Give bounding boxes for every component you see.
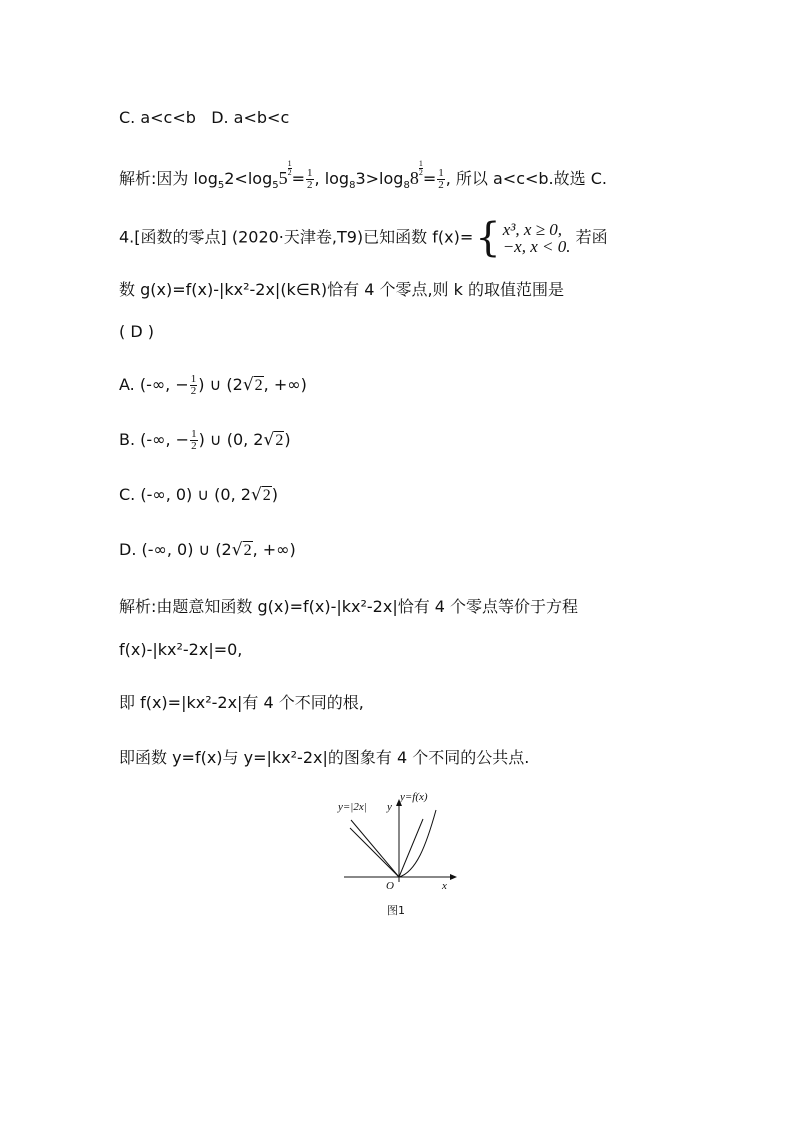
curve-f-left [350,828,399,877]
case-2: −x, x < 0. [502,237,571,256]
choice-b-fraction: $\frac{1}{2}$ [191,428,197,452]
choice-c-label: C. (-∞, 0) ∪ (0, 2 [119,485,251,504]
analysis-previous [119,160,607,197]
choice-b-end: ) [284,430,291,449]
analysis-prefix: 解析:因为 log [119,169,218,188]
question-4-lead: 4.[函数的零点] (2020·天津卷,T9)已知函数 f(x)= [119,227,474,247]
equals-2: = [422,169,437,188]
choice-a-label: A. (-∞, [119,375,176,394]
case-1: x³, x ≥ 0, [502,220,562,239]
choice-a-end: , +∞) [263,375,307,394]
analysis-gt: 3>log [355,169,404,188]
choice-b-sqrt: √2 [263,430,284,450]
exponent-half-2: $\frac{1}{2}$ [418,159,423,177]
half-fraction: $\frac{1}{2}$ [307,167,313,191]
eight-base: 8 [409,168,419,188]
question-4-line-1 [119,215,608,261]
analysis-4-line-2: f(x)-|kx²-2x|=0, [119,640,243,659]
label-x: x [442,880,447,892]
label-curve: y=f(x) [400,791,428,803]
equals: = [291,169,306,188]
choice-d [119,539,296,562]
label-y: y [387,801,392,813]
analysis-mid: , log [314,169,350,188]
choice-a [119,374,307,397]
half-fraction-2: $\frac{1}{2}$ [438,167,444,191]
choice-c-sqrt: √2 [250,485,271,505]
piecewise-brace: { [475,215,501,261]
choice-c-end: ) [271,485,279,504]
log-base-5b: 5 [272,180,279,191]
question-4-line-2: 数 g(x)=f(x)-|kx²-2x|(k∈R)恰有 4 个零点,则 k 的取值范围是 [119,280,564,299]
line-abs-2x-left [351,820,399,877]
choice-b-minus: − [175,430,190,449]
exponent-half: $\frac{1}{2}$ [287,159,292,177]
choice-a-sqrt: √2 [242,375,263,395]
choice-a-fraction: $\frac{1}{2}$ [190,373,197,397]
analysis-4-line-4: 即函数 y=f(x)与 y=|kx²-2x|的图象有 4 个不同的公共点. [119,748,530,767]
log-base-8: 8 [349,180,356,191]
choice-d-end: , +∞) [252,540,296,559]
five-base: 5 [278,168,288,188]
choice-a-minus: − [175,375,189,394]
x-axis-arrow [450,874,457,880]
choice-d-sqrt: √2 [231,540,252,560]
choice-b-mid: ) ∪ (0, 2 [198,430,264,449]
option-c-text: C. a<c<b [119,108,196,127]
analysis-suffix: , 所以 a<c<b.故选 C. [445,169,607,188]
label-origin: O [386,880,394,892]
choice-c [119,484,278,507]
log-base-5: 5 [217,180,225,191]
label-line: y=|2x| [338,801,367,813]
question-4-tail: 若函 [570,227,608,247]
analysis-4-line-1: 解析:由题意知函数 g(x)=f(x)-|kx²-2x|恰有 4 个零点等价于方程 [119,597,579,616]
log-base-8b: 8 [403,180,410,191]
choice-b [119,429,291,452]
choice-b-label: B. (-∞, [119,430,176,449]
analysis-lt: 2<log [224,169,273,188]
figure-caption: 图1 [387,904,405,917]
option-d-text: D. a<b<c [211,108,290,127]
choice-a-mid: ) ∪ (2 [198,375,243,394]
piecewise-cases [503,221,571,255]
question-4-answer: ( D ) [119,322,154,341]
choice-d-label: D. (-∞, 0) ∪ (2 [119,540,232,559]
options-cd-line [119,107,289,129]
analysis-4-line-3: 即 f(x)=|kx²-2x|有 4 个不同的根, [119,693,364,712]
curve-f-right [399,810,436,877]
figure-1-graph [330,786,465,921]
